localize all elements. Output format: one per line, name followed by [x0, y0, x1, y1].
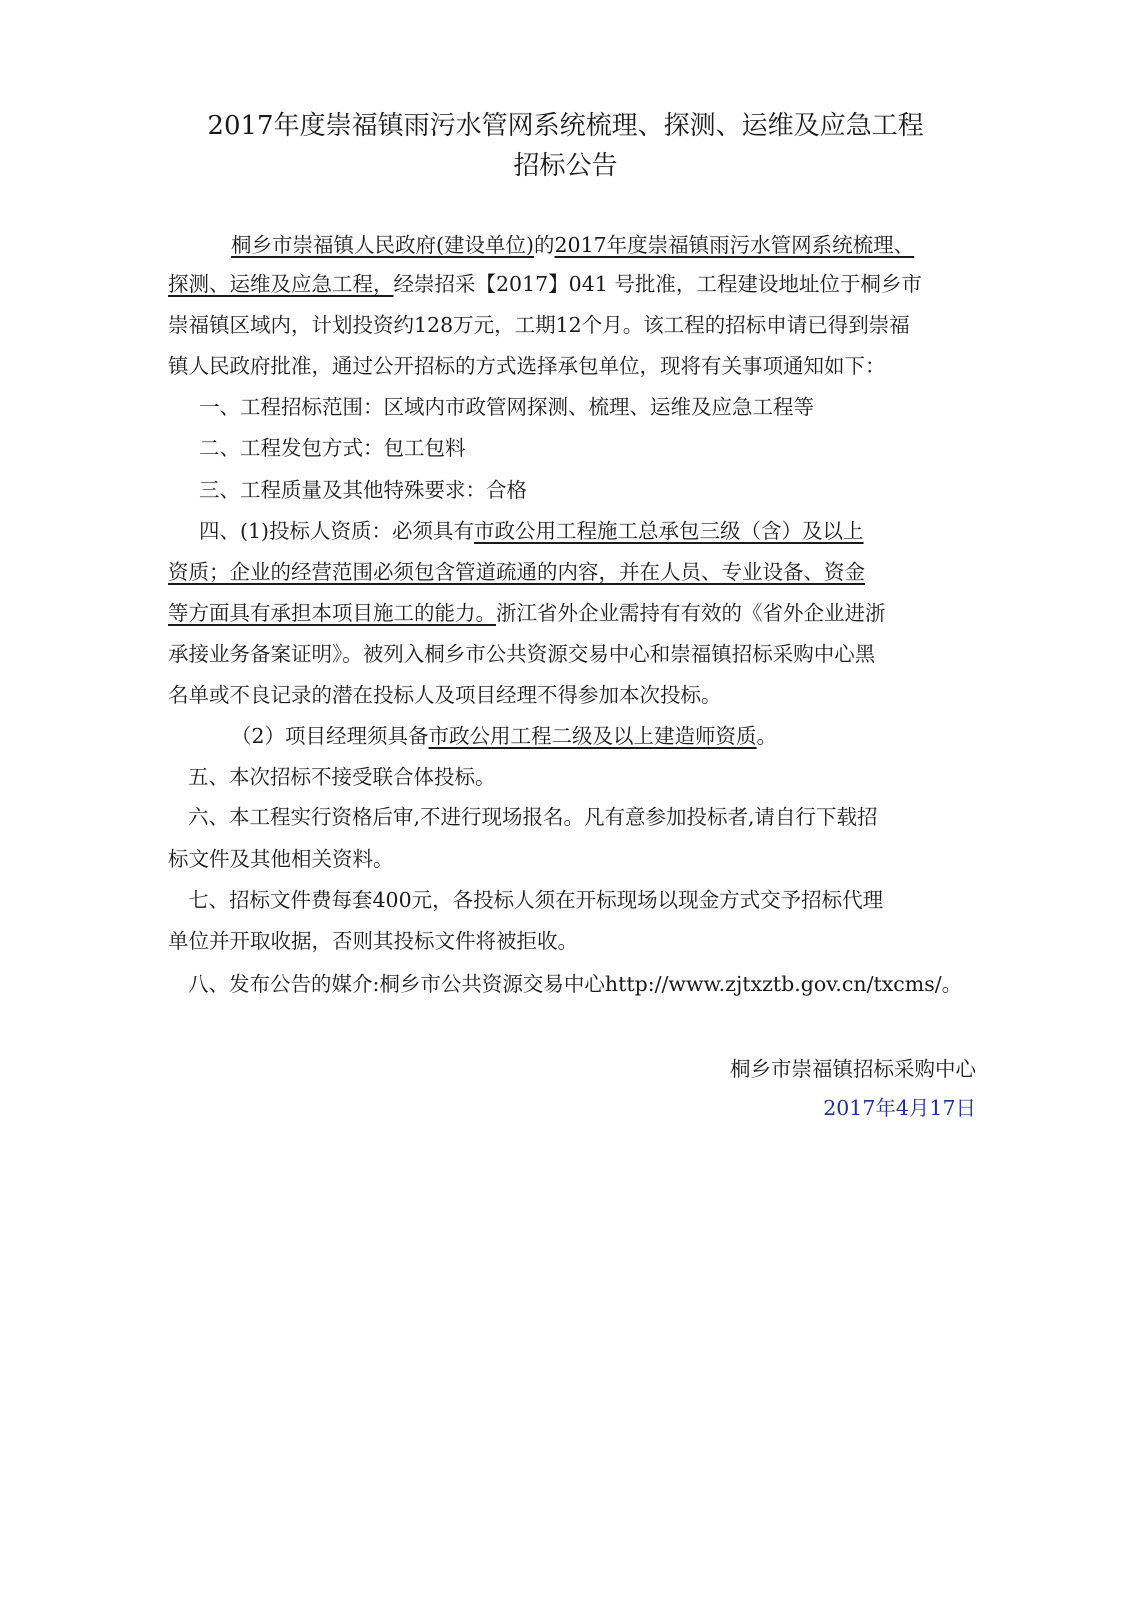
qualification-requirement-2: 资质；企业的经营范围必须包含管道疏通的内容，并在人员、专业设备、资金 — [168, 560, 865, 584]
project-name-part-2: 探测、运维及应急工程， — [168, 272, 394, 296]
owner-name: 桐乡市崇福镇人民政府(建设单位) — [231, 233, 534, 257]
pm-prefix: （2）项目经理须具备 — [231, 724, 429, 748]
item-4-line-2 — [168, 558, 865, 586]
item-4-out-of-province: 浙江省外企业需持有有效的《省外企业进浙 — [496, 601, 886, 625]
item-7-line-1: 七、招标文件费每套400元，各投标人须在开标现场以现金方式交予招标代理 — [188, 888, 884, 912]
intro-line-4: 镇人民政府批准，通过公开招标的方式选择承包单位，现将有关事项通知如下： — [168, 354, 886, 378]
pm-qualification: 市政公用工程二级及以上建造师资质 — [428, 724, 757, 748]
item-4-sub-2 — [231, 722, 777, 750]
item-4-line-4: 承接业务备案证明》。被列入桐乡市公共资源交易中心和崇福镇招标采购中心黑 — [168, 642, 876, 666]
project-name-part-1: 2017年度崇福镇雨污水管网系统梳理、 — [554, 233, 915, 257]
issue-date: 2017年4月17日 — [823, 1096, 976, 1120]
item-5-no-consortium: 五、本次招标不接受联合体投标。 — [188, 765, 496, 789]
document-title-line-2: 招标公告 — [513, 151, 618, 181]
intro-line-2 — [168, 270, 922, 298]
item-4-prefix: 四、(1)投标人资质：必须具有 — [199, 519, 475, 543]
qualification-requirement-3: 等方面具有承担本项目施工的能力。 — [168, 601, 496, 625]
intro-approval: 经崇招采【2017】041 号批准，工程建设地址位于桐乡市 — [393, 272, 922, 296]
item-4-line-5: 名单或不良记录的潜在投标人及项目经理不得参加本次投标。 — [168, 683, 722, 707]
item-1-scope: 一、工程招标范围：区域内市政管网探测、梳理、运维及应急工程等 — [199, 395, 814, 419]
document-title-line-1: 2017年度崇福镇雨污水管网系统梳理、探测、运维及应急工程 — [207, 111, 924, 141]
item-3-quality: 三、工程质量及其他特殊要求：合格 — [199, 478, 527, 502]
item-2-contract-mode: 二、工程发包方式：包工包料 — [199, 436, 466, 460]
item-8-media: 八、发布公告的媒介:桐乡市公共资源交易中心http://www.zjtxztb.gov.cn/txcms/。 — [188, 972, 963, 996]
pm-suffix: 。 — [756, 724, 778, 748]
item-4-line-1 — [199, 517, 864, 545]
intro-line-1 — [231, 231, 914, 259]
item-6-line-2: 标文件及其他相关资料。 — [168, 847, 394, 871]
item-4-line-3 — [168, 599, 886, 627]
qualification-requirement-1: 市政公用工程施工总承包三级（含）及以上 — [474, 519, 864, 543]
item-6-line-1: 六、本工程实行资格后审,不进行现场报名。凡有意参加投标者,请自行下载招 — [188, 805, 878, 829]
intro-line-3: 崇福镇区域内，计划投资约128万元，工期12个月。该工程的招标申请已得到崇福 — [168, 313, 910, 337]
item-7-line-2: 单位并开取收据，否则其投标文件将被拒收。 — [168, 929, 578, 953]
intro-de: 的 — [534, 233, 555, 257]
issuer-name: 桐乡市崇福镇招标采购中心 — [730, 1057, 976, 1081]
